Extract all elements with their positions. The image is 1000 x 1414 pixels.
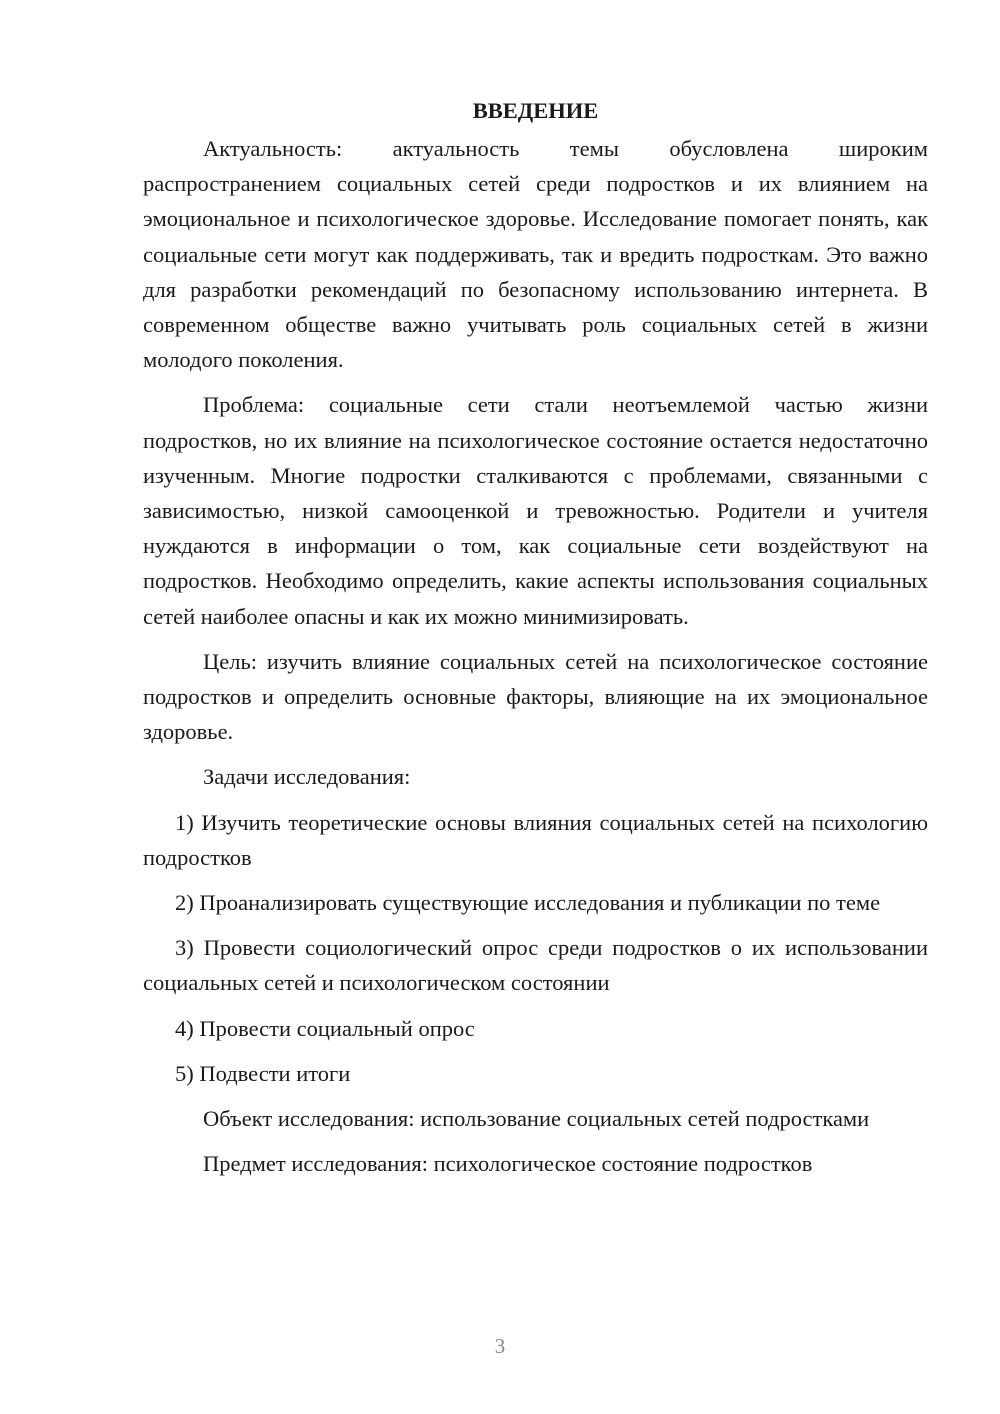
page-title: ВВЕДЕНИЕ xyxy=(472,98,599,123)
tasks-heading: Задачи исследования: xyxy=(203,764,411,790)
task-item-5: 5) Подвести итоги xyxy=(175,1060,351,1086)
task-item-3: 3) Провести социологический опрос среди подростков о их использовании социальных сетей и психологическом состоянии xyxy=(143,935,928,996)
task-item-2: 2) Проанализировать существующие исследования и публикации по теме xyxy=(175,890,881,916)
research-subject-paragraph: Предмет исследования: психологическое состояние подростков xyxy=(203,1151,813,1177)
task-item-1: 1) Изучить теоретические основы влияния социальных сетей на психологию подростков xyxy=(143,809,928,870)
relevance-paragraph: Актуальность: актуальность темы обусловлена широким распространением социальных сетей среди подростков и их влиянием на эмоциональное и психологическое здоровье. Исследование помогает понять, как социальные сети могут как поддерживать, так и вредить подросткам. Это важно для разработки рекомендаций по безопасному использованию интернета. В современном обществе важно учитывать роль социальных сетей в жизни молодого поколения. xyxy=(143,136,928,373)
page-number: 3 xyxy=(494,1334,506,1358)
research-object-paragraph: Объект исследования: использование социальных сетей подростками xyxy=(203,1106,870,1132)
problem-paragraph: Проблема: социальные сети стали неотъемлемой частью жизни подростков, но их влияние на психологическое состояние остается недостаточно изученным. Многие подростки сталкиваются с проблемами, связанными с зависимостью, низкой самооценкой и тревожностью. Родители и учителя нуждаются в информации о том, как социальные сети воздействуют на подростков. Необходимо определить, какие аспекты использования социальных сетей наиболее опасны и как их можно минимизировать. xyxy=(143,392,928,629)
goal-paragraph: Цель: изучить влияние социальных сетей на психологическое состояние подростков и определить основные факторы, влияющие на их эмоциональное здоровье. xyxy=(143,648,928,745)
page-content xyxy=(143,93,928,1191)
task-item-4: 4) Провести социальный опрос xyxy=(175,1015,475,1041)
